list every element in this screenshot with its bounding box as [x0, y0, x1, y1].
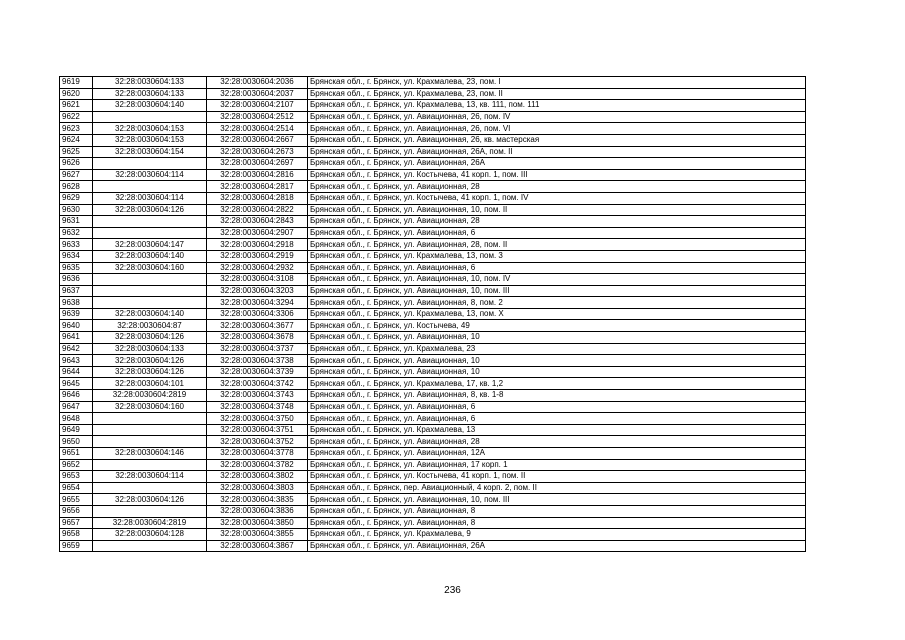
- cadastral-number-cell: 32:28:0030604:2512: [207, 111, 308, 123]
- source-cadastral-number-cell: 32:28:0030604:126: [93, 355, 207, 367]
- address-cell: Брянская обл., г. Брянск, ул. Авиационная, 26, пом. VI: [308, 123, 806, 135]
- address-cell: Брянская обл., г. Брянск, ул. Авиационная, 10, пом. IV: [308, 274, 806, 286]
- cadastral-number-cell: 32:28:0030604:2816: [207, 169, 308, 181]
- table-row: [60, 262, 806, 274]
- source-cadastral-number-cell: [93, 297, 207, 309]
- address-cell: Брянская обл., г. Брянск, ул. Авиационная, 6: [308, 413, 806, 425]
- registry-table-body: [60, 77, 806, 552]
- table-row: [60, 181, 806, 193]
- cadastral-number-cell: 32:28:0030604:2907: [207, 227, 308, 239]
- cadastral-number-cell: 32:28:0030604:2932: [207, 262, 308, 274]
- row-number-cell: 9655: [60, 494, 93, 506]
- cadastral-number-cell: 32:28:0030604:3836: [207, 505, 308, 517]
- table-row: [60, 401, 806, 413]
- address-cell: Брянская обл., г. Брянск, ул. Крахмалева, 9: [308, 529, 806, 541]
- address-cell: Брянская обл., г. Брянск, ул. Крахмалева, 13, кв. 111, пом. 111: [308, 100, 806, 112]
- cadastral-number-cell: 32:28:0030604:2107: [207, 100, 308, 112]
- source-cadastral-number-cell: 32:28:0030604:101: [93, 378, 207, 390]
- cadastral-number-cell: 32:28:0030604:3678: [207, 332, 308, 344]
- row-number-cell: 9622: [60, 111, 93, 123]
- table-row: [60, 169, 806, 181]
- table-row: [60, 390, 806, 402]
- cadastral-number-cell: 32:28:0030604:3738: [207, 355, 308, 367]
- row-number-cell: 9653: [60, 471, 93, 483]
- row-number-cell: 9631: [60, 216, 93, 228]
- source-cadastral-number-cell: 32:28:0030604:140: [93, 308, 207, 320]
- cadastral-number-cell: 32:28:0030604:2843: [207, 216, 308, 228]
- cadastral-number-cell: 32:28:0030604:3867: [207, 540, 308, 552]
- address-cell: Брянская обл., г. Брянск, пер. Авиационный, 4 корп. 2, пом. II: [308, 482, 806, 494]
- address-cell: Брянская обл., г. Брянск, ул. Авиационная, 6: [308, 262, 806, 274]
- address-cell: Брянская обл., г. Брянск, ул. Авиационная, 8: [308, 505, 806, 517]
- row-number-cell: 9648: [60, 413, 93, 425]
- row-number-cell: 9646: [60, 390, 93, 402]
- cadastral-number-cell: 32:28:0030604:2697: [207, 158, 308, 170]
- source-cadastral-number-cell: [93, 227, 207, 239]
- cadastral-number-cell: 32:28:0030604:2822: [207, 204, 308, 216]
- cadastral-number-cell: 32:28:0030604:2667: [207, 134, 308, 146]
- address-cell: Брянская обл., г. Брянск, ул. Авиационная, 26, пом. IV: [308, 111, 806, 123]
- table-row: [60, 192, 806, 204]
- cadastral-number-cell: 32:28:0030604:3752: [207, 436, 308, 448]
- cadastral-number-cell: 32:28:0030604:3737: [207, 343, 308, 355]
- cadastral-number-cell: 32:28:0030604:3778: [207, 448, 308, 460]
- table-row: [60, 413, 806, 425]
- source-cadastral-number-cell: [93, 413, 207, 425]
- cadastral-number-cell: 32:28:0030604:2036: [207, 77, 308, 89]
- row-number-cell: 9652: [60, 459, 93, 471]
- address-cell: Брянская обл., г. Брянск, ул. Авиационная, 28: [308, 181, 806, 193]
- row-number-cell: 9639: [60, 308, 93, 320]
- address-cell: Брянская обл., г. Брянск, ул. Авиационная, 26А: [308, 540, 806, 552]
- row-number-cell: 9642: [60, 343, 93, 355]
- table-row: [60, 424, 806, 436]
- source-cadastral-number-cell: 32:28:0030604:126: [93, 204, 207, 216]
- row-number-cell: 9659: [60, 540, 93, 552]
- row-number-cell: 9629: [60, 192, 93, 204]
- source-cadastral-number-cell: [93, 424, 207, 436]
- cadastral-number-cell: 32:28:0030604:3802: [207, 471, 308, 483]
- source-cadastral-number-cell: [93, 459, 207, 471]
- cadastral-number-cell: 32:28:0030604:3108: [207, 274, 308, 286]
- table-row: [60, 505, 806, 517]
- cadastral-number-cell: 32:28:0030604:2818: [207, 192, 308, 204]
- table-row: [60, 285, 806, 297]
- row-number-cell: 9643: [60, 355, 93, 367]
- table-row: [60, 540, 806, 552]
- address-cell: Брянская обл., г. Брянск, ул. Авиационная, 10: [308, 355, 806, 367]
- source-cadastral-number-cell: 32:28:0030604:160: [93, 262, 207, 274]
- source-cadastral-number-cell: 32:28:0030604:153: [93, 123, 207, 135]
- address-cell: Брянская обл., г. Брянск, ул. Авиационная, 28, пом. II: [308, 239, 806, 251]
- row-number-cell: 9638: [60, 297, 93, 309]
- row-number-cell: 9644: [60, 366, 93, 378]
- source-cadastral-number-cell: 32:28:0030604:140: [93, 250, 207, 262]
- cadastral-number-cell: 32:28:0030604:3850: [207, 517, 308, 529]
- source-cadastral-number-cell: [93, 540, 207, 552]
- source-cadastral-number-cell: 32:28:0030604:133: [93, 77, 207, 89]
- table-row: [60, 216, 806, 228]
- row-number-cell: 9621: [60, 100, 93, 112]
- table-row: [60, 343, 806, 355]
- source-cadastral-number-cell: 32:28:0030604:114: [93, 471, 207, 483]
- address-cell: Брянская обл., г. Брянск, ул. Авиационная, 10, пом. III: [308, 494, 806, 506]
- row-number-cell: 9656: [60, 505, 93, 517]
- table-row: [60, 123, 806, 135]
- address-cell: Брянская обл., г. Брянск, ул. Крахмалева, 17, кв. 1,2: [308, 378, 806, 390]
- table-row: [60, 100, 806, 112]
- cadastral-number-cell: 32:28:0030604:2919: [207, 250, 308, 262]
- row-number-cell: 9627: [60, 169, 93, 181]
- source-cadastral-number-cell: 32:28:0030604:128: [93, 529, 207, 541]
- cadastral-number-cell: 32:28:0030604:2918: [207, 239, 308, 251]
- row-number-cell: 9630: [60, 204, 93, 216]
- address-cell: Брянская обл., г. Брянск, ул. Крахмалева, 23, пом. I: [308, 77, 806, 89]
- cadastral-number-cell: 32:28:0030604:3751: [207, 424, 308, 436]
- table-row: [60, 250, 806, 262]
- address-cell: Брянская обл., г. Брянск, ул. Авиационная, 26А: [308, 158, 806, 170]
- cadastral-number-cell: 32:28:0030604:3294: [207, 297, 308, 309]
- address-cell: Брянская обл., г. Брянск, ул. Авиационная, 28: [308, 436, 806, 448]
- cadastral-number-cell: 32:28:0030604:3677: [207, 320, 308, 332]
- table-row: [60, 448, 806, 460]
- row-number-cell: 9649: [60, 424, 93, 436]
- source-cadastral-number-cell: 32:28:0030604:2819: [93, 390, 207, 402]
- row-number-cell: 9628: [60, 181, 93, 193]
- row-number-cell: 9635: [60, 262, 93, 274]
- row-number-cell: 9626: [60, 158, 93, 170]
- source-cadastral-number-cell: [93, 285, 207, 297]
- table-row: [60, 158, 806, 170]
- table-row: [60, 88, 806, 100]
- row-number-cell: 9620: [60, 88, 93, 100]
- table-row: [60, 204, 806, 216]
- table-row: [60, 320, 806, 332]
- row-number-cell: 9654: [60, 482, 93, 494]
- cadastral-number-cell: 32:28:0030604:3748: [207, 401, 308, 413]
- table-row: [60, 494, 806, 506]
- cadastral-registry-table: [59, 76, 806, 552]
- source-cadastral-number-cell: [93, 505, 207, 517]
- row-number-cell: 9634: [60, 250, 93, 262]
- address-cell: Брянская обл., г. Брянск, ул. Авиационная, 8, кв. 1-8: [308, 390, 806, 402]
- cadastral-number-cell: 32:28:0030604:3750: [207, 413, 308, 425]
- source-cadastral-number-cell: [93, 274, 207, 286]
- source-cadastral-number-cell: [93, 482, 207, 494]
- cadastral-number-cell: 32:28:0030604:3803: [207, 482, 308, 494]
- table-row: [60, 459, 806, 471]
- cadastral-number-cell: 32:28:0030604:3739: [207, 366, 308, 378]
- source-cadastral-number-cell: 32:28:0030604:147: [93, 239, 207, 251]
- address-cell: Брянская обл., г. Брянск, ул. Костычева, 49: [308, 320, 806, 332]
- address-cell: Брянская обл., г. Брянск, ул. Крахмалева, 13, пом. 3: [308, 250, 806, 262]
- source-cadastral-number-cell: 32:28:0030604:133: [93, 343, 207, 355]
- table-row: [60, 378, 806, 390]
- row-number-cell: 9633: [60, 239, 93, 251]
- row-number-cell: 9657: [60, 517, 93, 529]
- table-row: [60, 332, 806, 344]
- table-row: [60, 517, 806, 529]
- row-number-cell: 9641: [60, 332, 93, 344]
- address-cell: Брянская обл., г. Брянск, ул. Костычева, 41 корп. 1, пом. IV: [308, 192, 806, 204]
- address-cell: Брянская обл., г. Брянск, ул. Крахмалева, 23, пом. II: [308, 88, 806, 100]
- source-cadastral-number-cell: 32:28:0030604:114: [93, 192, 207, 204]
- address-cell: Брянская обл., г. Брянск, ул. Авиационная, 10, пом. III: [308, 285, 806, 297]
- cadastral-number-cell: 32:28:0030604:3855: [207, 529, 308, 541]
- row-number-cell: 9636: [60, 274, 93, 286]
- table-row: [60, 355, 806, 367]
- table-row: [60, 308, 806, 320]
- row-number-cell: 9623: [60, 123, 93, 135]
- cadastral-number-cell: 32:28:0030604:2514: [207, 123, 308, 135]
- source-cadastral-number-cell: 32:28:0030604:153: [93, 134, 207, 146]
- registry-table-container: [59, 76, 806, 552]
- row-number-cell: 9632: [60, 227, 93, 239]
- row-number-cell: 9624: [60, 134, 93, 146]
- table-row: [60, 482, 806, 494]
- table-row: [60, 146, 806, 158]
- source-cadastral-number-cell: [93, 181, 207, 193]
- table-row: [60, 471, 806, 483]
- address-cell: Брянская обл., г. Брянск, ул. Авиационная, 10, пом. II: [308, 204, 806, 216]
- table-row: [60, 436, 806, 448]
- table-row: [60, 77, 806, 89]
- address-cell: Брянская обл., г. Брянск, ул. Авиационная, 26А, пом. II: [308, 146, 806, 158]
- address-cell: Брянская обл., г. Брянск, ул. Авиационная, 10: [308, 332, 806, 344]
- address-cell: Брянская обл., г. Брянск, ул. Авиационная, 12А: [308, 448, 806, 460]
- cadastral-number-cell: 32:28:0030604:3306: [207, 308, 308, 320]
- source-cadastral-number-cell: 32:28:0030604:133: [93, 88, 207, 100]
- address-cell: Брянская обл., г. Брянск, ул. Авиационная, 28: [308, 216, 806, 228]
- row-number-cell: 9658: [60, 529, 93, 541]
- cadastral-number-cell: 32:28:0030604:3203: [207, 285, 308, 297]
- source-cadastral-number-cell: [93, 158, 207, 170]
- source-cadastral-number-cell: 32:28:0030604:146: [93, 448, 207, 460]
- source-cadastral-number-cell: [93, 436, 207, 448]
- address-cell: Брянская обл., г. Брянск, ул. Костычева, 41 корп. 1, пом. III: [308, 169, 806, 181]
- table-row: [60, 297, 806, 309]
- address-cell: Брянская обл., г. Брянск, ул. Авиационная, 8, пом. 2: [308, 297, 806, 309]
- cadastral-number-cell: 32:28:0030604:3782: [207, 459, 308, 471]
- page-number: 236: [444, 585, 461, 596]
- source-cadastral-number-cell: [93, 111, 207, 123]
- table-row: [60, 111, 806, 123]
- cadastral-number-cell: 32:28:0030604:2037: [207, 88, 308, 100]
- source-cadastral-number-cell: 32:28:0030604:140: [93, 100, 207, 112]
- row-number-cell: 9625: [60, 146, 93, 158]
- table-row: [60, 366, 806, 378]
- address-cell: Брянская обл., г. Брянск, ул. Авиационная, 8: [308, 517, 806, 529]
- source-cadastral-number-cell: 32:28:0030604:160: [93, 401, 207, 413]
- address-cell: Брянская обл., г. Брянск, ул. Авиационная, 26, кв. мастерская: [308, 134, 806, 146]
- cadastral-number-cell: 32:28:0030604:3835: [207, 494, 308, 506]
- row-number-cell: 9645: [60, 378, 93, 390]
- address-cell: Брянская обл., г. Брянск, ул. Авиационная, 10: [308, 366, 806, 378]
- address-cell: Брянская обл., г. Брянск, ул. Авиационная, 6: [308, 227, 806, 239]
- row-number-cell: 9637: [60, 285, 93, 297]
- source-cadastral-number-cell: 32:28:0030604:87: [93, 320, 207, 332]
- table-row: [60, 227, 806, 239]
- cadastral-number-cell: 32:28:0030604:2673: [207, 146, 308, 158]
- table-row: [60, 529, 806, 541]
- address-cell: Брянская обл., г. Брянск, ул. Крахмалева, 13: [308, 424, 806, 436]
- cadastral-number-cell: 32:28:0030604:2817: [207, 181, 308, 193]
- table-row: [60, 239, 806, 251]
- address-cell: Брянская обл., г. Брянск, ул. Крахмалева, 13, пом. X: [308, 308, 806, 320]
- table-row: [60, 134, 806, 146]
- source-cadastral-number-cell: 32:28:0030604:114: [93, 169, 207, 181]
- row-number-cell: 9650: [60, 436, 93, 448]
- row-number-cell: 9651: [60, 448, 93, 460]
- row-number-cell: 9640: [60, 320, 93, 332]
- source-cadastral-number-cell: 32:28:0030604:126: [93, 332, 207, 344]
- source-cadastral-number-cell: 32:28:0030604:154: [93, 146, 207, 158]
- source-cadastral-number-cell: 32:28:0030604:2819: [93, 517, 207, 529]
- address-cell: Брянская обл., г. Брянск, ул. Авиационная, 17 корп. 1: [308, 459, 806, 471]
- source-cadastral-number-cell: 32:28:0030604:126: [93, 366, 207, 378]
- cadastral-number-cell: 32:28:0030604:3742: [207, 378, 308, 390]
- address-cell: Брянская обл., г. Брянск, ул. Крахмалева, 23: [308, 343, 806, 355]
- row-number-cell: 9619: [60, 77, 93, 89]
- row-number-cell: 9647: [60, 401, 93, 413]
- address-cell: Брянская обл., г. Брянск, ул. Костычева, 41 корп. 1, пом. II: [308, 471, 806, 483]
- source-cadastral-number-cell: 32:28:0030604:126: [93, 494, 207, 506]
- cadastral-number-cell: 32:28:0030604:3743: [207, 390, 308, 402]
- source-cadastral-number-cell: [93, 216, 207, 228]
- table-row: [60, 274, 806, 286]
- address-cell: Брянская обл., г. Брянск, ул. Авиационная, 6: [308, 401, 806, 413]
